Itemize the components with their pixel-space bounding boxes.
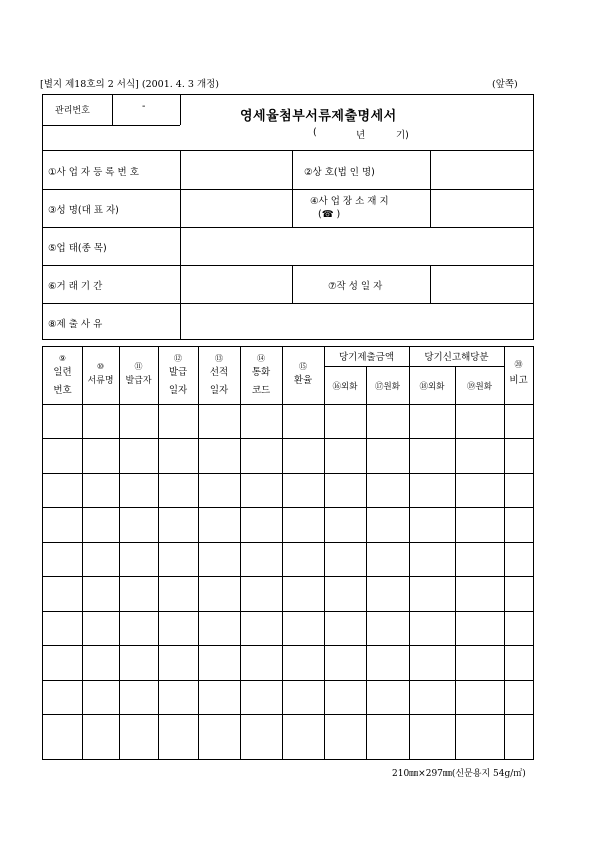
form-number	[40, 76, 219, 90]
business-address-label: ④사 업 장 소 재 지	[310, 196, 389, 207]
form-title: 영세율첨부서류제출명세서	[240, 109, 397, 124]
col-currency-code: ⑭ 통화 코드	[251, 354, 271, 396]
col-issue-date: ⑫ 발급 일자	[168, 354, 188, 396]
business-reg-number-label: ①사 업 자 등 록 번 호	[48, 167, 139, 178]
mgmt-number-label: 관리번호	[55, 106, 90, 116]
revision-date: (2001. 4. 3 개정)	[141, 79, 220, 90]
document-list-table	[42, 346, 534, 760]
representative-name-label: ③성 명(대 표 자)	[48, 205, 119, 216]
phone-label: (☎ )	[318, 209, 341, 220]
form-number-label: [별지 제18호의 2 서식]	[40, 79, 139, 90]
page-side-label: (앞쪽)	[492, 79, 518, 90]
col-remarks: ⑳ 비고	[509, 360, 528, 386]
year-label: 년	[356, 130, 366, 141]
company-name-label: ②상 호(법 인 명)	[304, 167, 375, 178]
submission-reason-label: ⑧제 출 사 유	[48, 319, 103, 330]
period-label: 기)	[396, 130, 409, 141]
col-exchange-rate: ⑮ 환율	[293, 362, 313, 386]
col-shipping-date: ⑬ 선적 일자	[209, 354, 229, 396]
paper-spec: 210㎜×297㎜(신문용지 54g/㎡)	[392, 769, 526, 779]
col-serial-number: ⑨ 일련 번호	[53, 354, 72, 396]
col-issuer: ⑪ 발급자	[125, 362, 152, 386]
col-sub-foreign-1: ⑯외화	[332, 382, 358, 392]
col-sub-foreign-2: ⑱외화	[419, 382, 445, 392]
created-date-label: ⑦작 성 일 자	[328, 281, 383, 292]
year-open: (	[313, 127, 317, 138]
business-type-label: ⑤업 태(종 목)	[48, 243, 107, 254]
col-document-name: ⑩ 서류명	[87, 362, 114, 386]
transaction-period-label: ⑥거 래 기 간	[48, 281, 103, 292]
mgmt-number-value[interactable]: -	[142, 101, 146, 112]
group-current-submission: 당기제출금액	[338, 352, 395, 363]
col-sub-won-1: ⑰원화	[375, 382, 400, 392]
col-sub-won-2: ⑲원화	[467, 382, 492, 392]
group-current-report: 당기신고해당분	[424, 352, 489, 363]
